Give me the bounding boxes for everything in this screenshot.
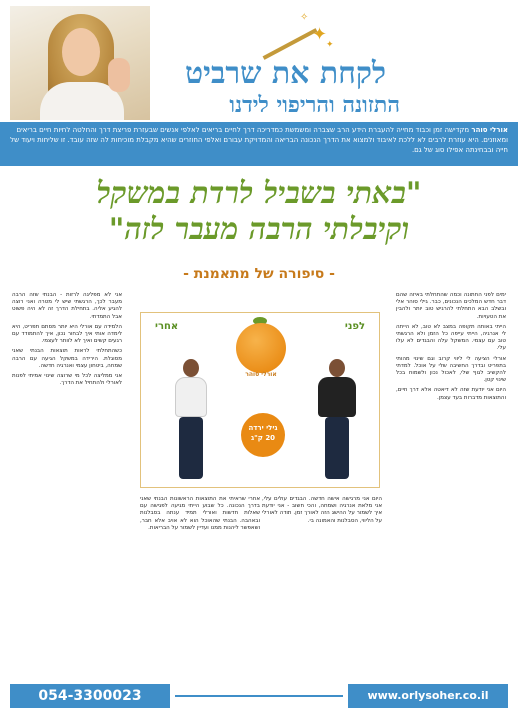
- author-photo: [10, 6, 150, 120]
- paragraph: היום אני יודעת שזה לא דיאטה אלא דרך חיים, והתוצאות מדברות בעד עצמן.: [396, 387, 506, 401]
- before-label: לפני: [344, 321, 365, 332]
- star-icon: ✦: [312, 24, 328, 45]
- article-column-right: [396, 292, 506, 662]
- website-link[interactable]: www.orlysoher.co.il: [348, 684, 508, 708]
- weight-loss-badge: [241, 413, 285, 457]
- star-icon: ✧: [300, 12, 309, 23]
- intro-box: [0, 122, 518, 166]
- photo-hand: [108, 58, 130, 92]
- before-after-panel: [140, 312, 380, 488]
- paragraph: הייתי באותה תקופה במצב לא טוב, לא הייתה לי אנרגיה, הייתי עייפה כל הזמן ולא הרגשתי טוב עם עצמי. המשקל עלה והבגדים לא עלו עלי.: [396, 323, 506, 352]
- after-photo: [169, 359, 213, 479]
- paragraph: הלמידה עם אורלי היא יותר מסתם תפריט, היא לימדה אותי איך לבחור נכון, איך להתמודד עם רגעים קשים ואיך לא לוותר לעצמי.: [12, 323, 122, 345]
- intro-text: מקדישה זמן וכבוד מחייה להעברת הידע הרב שצברה ומשמשת כמדריכה דרך לחיים בריאים לאלפי אנשים שבעזרת פריצת דרך והחלטה לחיות חיים בריאים ומאוזנים. היא עוזרת לרבים לא ללכת לאיבוד ולמצוא את הדרך הנכונה הבריאה והמדויקת עבורם ואלפי החוזרים שהיא מקבלת מוכיחות לה שזה עובד. זו שליחות ויעוד של חייה ובבחינתה אפילו סוג של גם.: [10, 126, 508, 154]
- photo-face: [62, 28, 100, 76]
- paragraph: כשהתחלתי לראות תוצאות הבנתי שאני מסוגלת. הירידה במשקל הגיעה עם הרבה שמחה, ביטחון עצמי ואנרגיה חדשה.: [12, 348, 122, 369]
- page-title: לקחת את שרביט: [184, 56, 386, 91]
- orange-logo-icon: [236, 323, 286, 373]
- article-column-center-left: אחרי שראיתי את התוצאות הראשונות הבנתי שאני בדרך הנכונה. כל שבוע הייתי מגיעה לפגישה עם שאלות חדשות ואורלי תמיד ענתה בסבלנות ובאהבה. הבנתי שהאוכל הוא לא אויב אלא חבר, ושאפשר ליהנות ממנו ועדיין לשמור על הבריאות.: [140, 496, 260, 531]
- before-photo: [315, 359, 359, 479]
- intro-name: אורלי סוהר: [471, 126, 508, 134]
- phone-number[interactable]: 054-3300023: [10, 684, 170, 708]
- paragraph: אני ממליצה לכל מי שרוצה שינוי אמיתי לפנות לאורלי ולהתחיל את הדרך.: [12, 373, 122, 387]
- brand-logo-text: אורלי סוהר: [245, 371, 277, 378]
- star-icon: ✦: [326, 40, 334, 50]
- after-label: אחרי: [155, 321, 179, 332]
- footer: [0, 666, 518, 721]
- paragraph: אני לא מפליגה לרזות - הבנתי שזה הרבה מעבר לכך, הרגשתי שיש לי מטרה ואני רוצה להגיע אליה. בתחילת הדרך זה לא היה פשוט אבל התמדתי.: [12, 292, 122, 320]
- article-column-center-right: היום אני מרגישה אישה חדשה. הבגדים עולים עלי, אני מלאת אנרגיה ושמחה, והכי חשוב - אני יודעת איך לשמור על ההישג הזה לאורך זמן. תודה לאורלי על הליווי, הסבלנות והאמונה בי.: [262, 496, 382, 524]
- headline-line1: "באתי בשביל לרדת במשקל: [96, 176, 422, 211]
- subheadline: - סיפורה של מתאמנת -: [183, 266, 335, 282]
- headline: [0, 176, 518, 248]
- badge-value: 20 ק"ג: [250, 434, 276, 442]
- page-subtitle: התזונה והריפוי לידנו: [229, 92, 400, 118]
- headline-line2: וקיבלתי הרבה מעבר לזה": [108, 212, 410, 247]
- article-column-left: [12, 292, 122, 662]
- badge-name: גילי ירדה: [248, 424, 278, 432]
- footer-divider: [175, 695, 343, 697]
- paragraph: ימים לפני החתונה וכמה שהתחלתי באיזה שהם דבר חדש המלכים הנכונים, כבר. גילי סוהר אלי ובשלב הבא התחלתי להרגיש טוב יותר ולהבין את הטעויות.: [396, 292, 506, 320]
- header: [0, 0, 518, 120]
- paragraph: אורלי הציעה לי ליווי קרוב וגם שינוי מהותי בתפריט ובדרך החשיבה שלי על אוכל. למדתי להקשיב לגוף שלי, לאכול נכון ולשמוח בכל שינוי קטן.: [396, 355, 506, 384]
